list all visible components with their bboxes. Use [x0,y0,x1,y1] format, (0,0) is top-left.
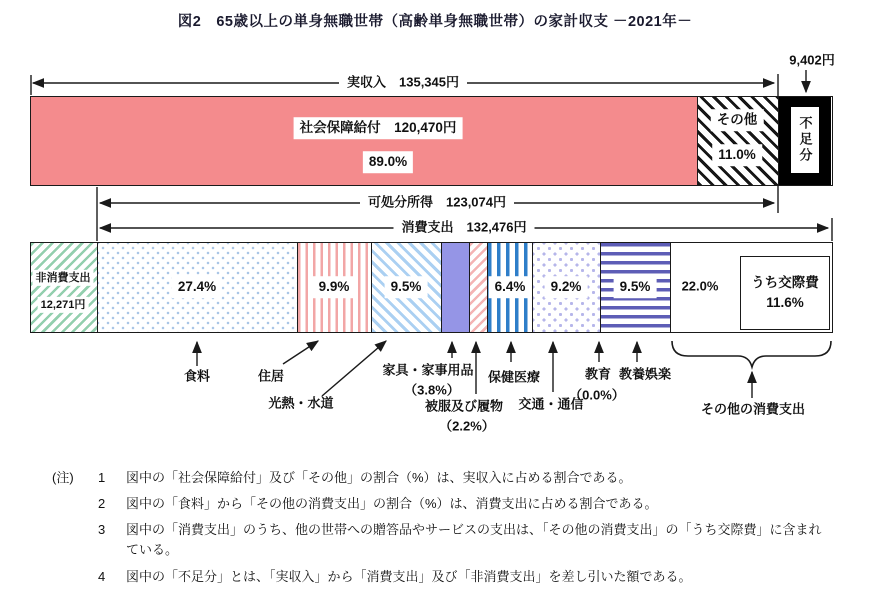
note-2-text: 図中の「食料」から「その他の消費支出」の割合（%）は、消費支出に占める割合である。 [126,496,658,512]
social-security-label: 社会保障給付 120,470円 [294,117,463,139]
other-income-label: その他 [711,109,764,131]
shortfall-value-label: 9,402円 [789,52,835,68]
social-expenses-percent: 11.6% [766,295,804,310]
consumption-total-label: 消費支出 132,476円 [394,220,535,237]
note-3-text: 図中の「消費支出」のうち、他の世帯への贈答品やサービスの支出は、「その他の消費支出」の「うち交際費」に含まれている。 [126,522,822,558]
category-furniture-percent: （3.8%） [404,382,460,398]
transport-percent: 9.2% [545,276,588,298]
note-spacer [52,567,92,587]
category-food: 食料 [183,368,211,384]
housing-percent: 9.9% [313,276,356,298]
disposable-income-label: 可処分所得 123,074円 [360,195,514,212]
social-security-percent: 89.0% [363,151,413,173]
note-4-num: 4 [98,568,106,584]
other-consumption-brace [672,341,831,367]
expenditure-segment-furniture [441,243,469,332]
nonconsumption-value: 12,271円 [38,297,89,313]
category-clothing-percent: （2.2%） [439,418,495,434]
category-other-consumption: その他の消費支出 [700,401,806,417]
category-culture: 教養娯楽 [618,366,672,382]
expenditure-segment-nonconsumption [31,243,97,332]
category-clothing: 被服及び履物 [424,398,504,414]
housing-pointer-arrow [283,341,318,364]
social-expenses-box [740,256,830,330]
category-health: 保健医療 [487,369,541,385]
food-percent: 27.4% [172,276,222,298]
figure-title: 図2 65歳以上の単身無職世帯（高齢単身無職世帯）の家計収支 －2021年－ [177,14,693,30]
utilities-percent: 9.5% [385,276,428,298]
expenditure-segment-clothing [469,243,487,332]
other-income-percent: 11.0% [712,144,762,166]
category-furniture: 家具・家事用品 [382,362,474,378]
category-housing: 住居 [257,368,285,384]
note-1-num: 1 [98,470,106,485]
category-education-percent: （0.0%） [569,387,625,403]
category-education: 教育 [584,366,612,382]
note-spacer [52,494,92,514]
social-expenses-label: うち交際費 [751,274,819,290]
note-4-text: 図中の「不足分」とは、「実収入」から「消費支出」及び「非消費支出」を差し引いた額である。 [126,568,692,584]
note-1-text: 図中の「社会保障給付」及び「その他」の割合（%）は、実収入に占める割合である。 [126,470,632,485]
note-3-num: 3 [98,522,106,538]
other-consumption-percent: 22.0% [681,278,719,294]
note-2-num: 2 [98,496,106,512]
culture-percent: 9.5% [614,276,657,298]
note-mark: (注) [52,470,74,485]
health-percent: 6.4% [489,276,532,298]
income-total-label: 実収入 135,345円 [339,75,467,92]
notes-block [52,468,832,587]
utilities-pointer-arrow [322,341,386,396]
shortfall-label: 不足分 [791,107,819,173]
note-spacer [52,520,92,560]
category-utilities: 光熱・水道 [268,395,334,411]
category-transport: 交通・通信 [518,396,584,412]
nonconsumption-label: 非消費支出 [33,270,94,286]
